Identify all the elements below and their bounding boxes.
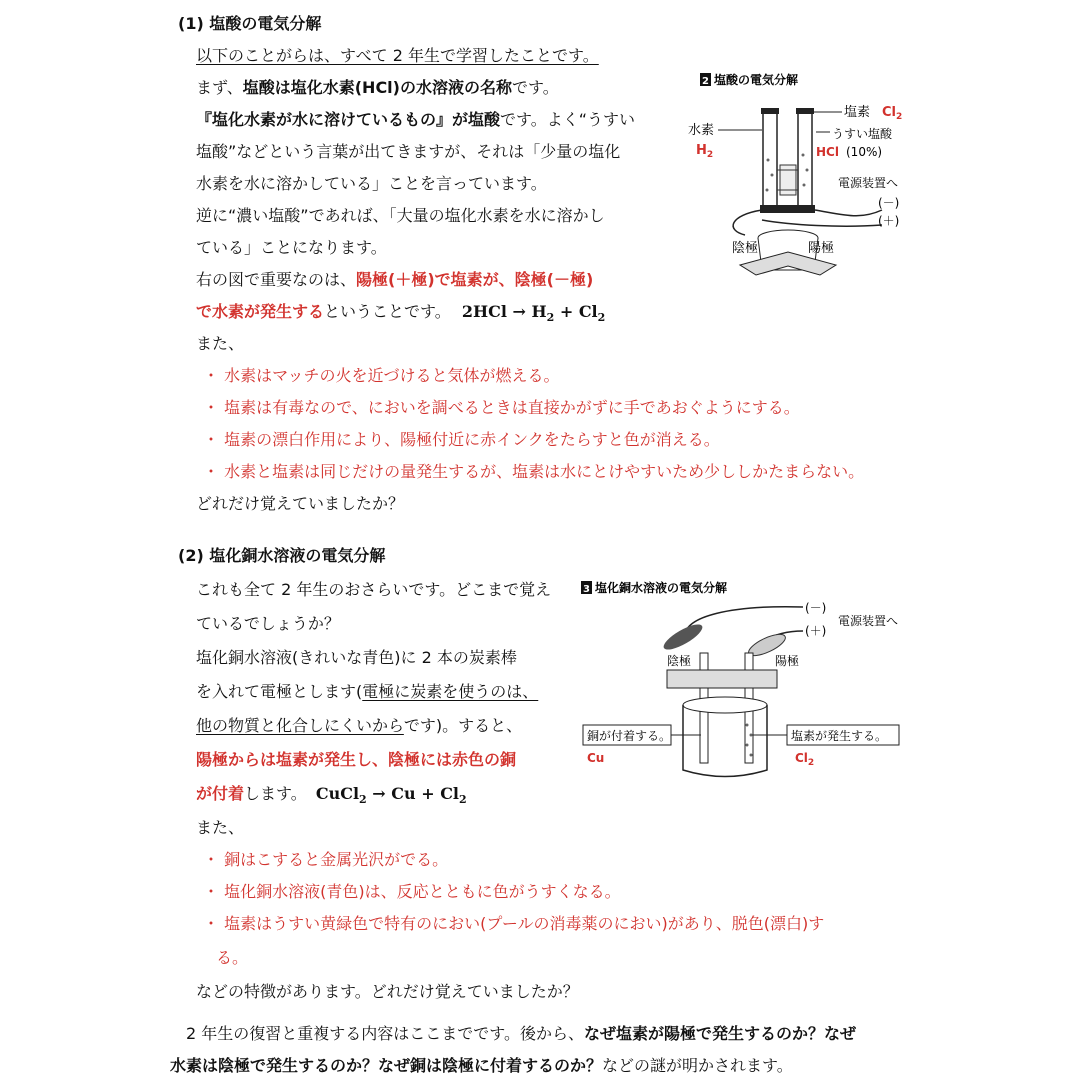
fig2-cu: Cu (587, 751, 605, 765)
s1-line7: ている」ことになります。 (196, 238, 387, 257)
s2-line2: ているでしょうか？ (196, 614, 340, 633)
fig2-anode-label: 陽極 (775, 654, 800, 668)
s1-line3: 『塩化水素が水に溶けているもの』が塩酸です。よく“うすい (196, 110, 636, 129)
s1-bullet-2: ・ 塩素は有毒なので、においを調べるときは直接かがずに手であおぐようにする。 (203, 398, 800, 417)
fig1-caption: 塩酸の電気分解 (714, 73, 799, 87)
fig2-caption: 塩化銅水溶液の電気分解 (595, 581, 728, 595)
s2-line4: を入れて電極とします(電極に炭素を使うのは、 (196, 682, 539, 701)
fig1-anode-label: 陽極 (808, 241, 835, 256)
s1-line5: 水素を水に溶かしている」ことを言っています。 (196, 174, 547, 193)
s2-bullet-3: ・ 塩素はうすい黄緑色で特有のにおい(プールの消毒薬のにおい)があり、脱色(漂白)す (203, 914, 825, 933)
fig2-chlorine-label: 塩素が発生する。 (791, 729, 888, 743)
s1-line8: 右の図で重要なのは、陽極(＋極)で塩素が、陰極(－極) (196, 270, 594, 289)
s1-bullet-3: ・ 塩素の漂白作用により、陽極付近に赤インクをたらすと色が消える。 (203, 430, 720, 449)
s1-equation: $2HCl \to H_2 + Cl_2$ (461, 302, 606, 325)
fig2-caption-number: 3 (583, 584, 590, 595)
fig2-minus: (－) (805, 601, 827, 615)
s2-line5: 他の物質と化合しにくいからです)。すると、 (196, 716, 523, 735)
s2-bullet-3-cont: る。 (216, 948, 249, 967)
s1-line6: 逆に“濃い塩酸”であれば、「大量の塩化水素を水に溶かし (196, 206, 605, 225)
fig2-plus: (＋) (805, 624, 827, 638)
s2-equation: CuCl$_2$ → $Cu + Cl_2$ (315, 784, 467, 807)
s2-line1: これも全て 2 年生のおさらいです。どこまで覚え (196, 580, 552, 599)
fig1-cl2: $Cl_2$ (882, 105, 903, 122)
section1-title: (1) 塩酸の電気分解 (178, 14, 322, 33)
figure-hcl-electrolysis (670, 70, 920, 300)
s2-bullet-1: ・ 銅はこすると金属光沢がでる。 (203, 850, 449, 869)
s1-closing: どれだけ覚えていましたか？ (196, 494, 405, 513)
fig1-hcl: HCl (816, 145, 839, 159)
fig1-plus: (＋) (878, 214, 900, 228)
s2-bullet-2: ・ 塩化銅水溶液(青色)は、反応とともに色がうすくなる。 (203, 882, 621, 901)
s1-bullet-4: ・ 水素と塩素は同じだけの量発生するが、塩素は水にとけやすいため少ししかたまらない。 (203, 462, 865, 481)
s2-line7: が付着します。 CuCl$_2$ → $Cu + Cl_2$ (196, 784, 467, 807)
fig1-hydrogen-label: 水素 (688, 123, 715, 138)
fig2-cathode-label: 陰極 (667, 654, 692, 668)
s2-line3: 塩化銅水溶液(きれいな青色)に 2 本の炭素棒 (196, 648, 517, 667)
fig1-thin-hcl-label: うすい塩酸 (832, 127, 893, 141)
fig1-h2: $H_2$ (696, 143, 714, 160)
s1-also: また、 (196, 334, 245, 353)
summary-line2: 水素は陰極で発生するのか？なぜ銅は陰極に付着するのか？などの謎が明かされます。 (170, 1056, 793, 1075)
s2-also: また、 (196, 818, 245, 837)
figure-cucl2-electrolysis (575, 575, 915, 785)
fig2-copper-label: 銅が付着する。 (587, 729, 672, 743)
fig2-power-label: 電源装置へ (838, 614, 899, 628)
s1-line1: 以下のことがらは、すべて 2 年生で学習したことです。 (196, 46, 599, 65)
fig1-caption-number: 2 (702, 76, 709, 87)
fig1-minus: (－) (878, 196, 900, 210)
fig1-cathode-label: 陰極 (732, 241, 759, 256)
s2-line6: 陽極からは塩素が発生し、陰極には赤色の銅 (196, 750, 517, 769)
s2-closing: などの特徴があります。どれだけ覚えていましたか？ (196, 982, 579, 1001)
s1-line4: 塩酸”などという言葉が出てきますが、それは「少量の塩化 (196, 142, 621, 161)
s1-line2: まず、塩酸は塩化水素(HCl)の水溶液の名称です。 (196, 78, 559, 97)
fig1-hcl-percent: (10%) (846, 145, 883, 159)
s1-bullet-1: ・ 水素はマッチの火を近づけると気体が燃える。 (203, 366, 560, 385)
s1-line9: で水素が発生するということです。 $2HCl \to H_2 + Cl_2$ (196, 302, 606, 325)
fig1-power-label: 電源装置へ (838, 176, 899, 190)
fig2-cl2: $Cl_2$ (795, 751, 815, 768)
summary-line1: 2 年生の復習と重複する内容はここまでです。後から、なぜ塩素が陽極で発生するのか？なぜ (186, 1024, 857, 1043)
fig1-chlorine-label: 塩素 (844, 105, 871, 120)
section2-title: (2) 塩化銅水溶液の電気分解 (178, 546, 386, 565)
